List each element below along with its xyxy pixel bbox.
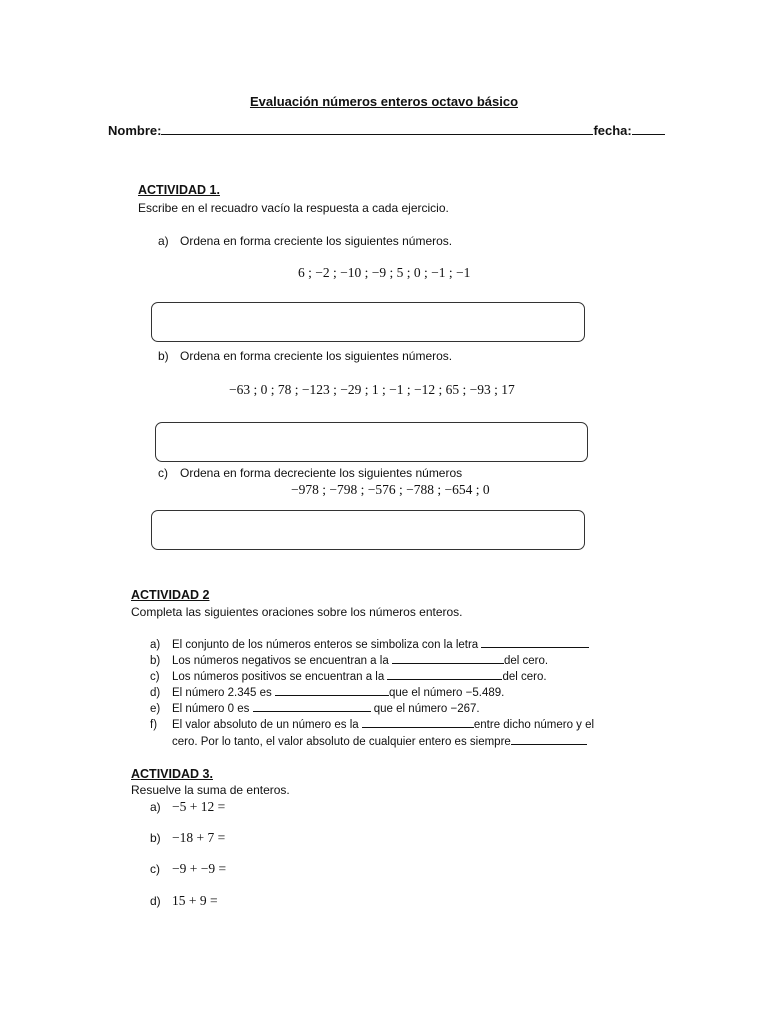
item-label: b) [158,349,169,363]
item-text: Ordena en forma creciente los siguientes números. [180,349,453,363]
sentence-end: del cero. [503,655,549,667]
page-title: Evaluación números enteros octavo básico [249,94,519,109]
blank-field[interactable] [387,670,502,680]
activity1-item-c [158,466,462,480]
sentence-start: Los números positivos se encuentran a la [172,671,385,683]
sum-item-b [150,829,225,847]
item-label: c) [150,862,160,876]
sentence-end: que el número −267. [373,703,480,715]
sentence-start: Los números negativos se encuentran a la [172,655,389,667]
item-label: e) [150,703,161,715]
activity3-heading: ACTIVIDAD 3. [131,767,213,781]
activity1-instruction: Escribe en el recuadro vacío la respuesta a cada ejercicio. [138,201,449,215]
item-label: b) [150,831,161,845]
blank-field[interactable] [392,654,504,664]
sum-expression: 15 + 9 = [172,893,218,908]
sentence-end: del cero. [502,671,547,683]
date-field[interactable] [632,124,665,135]
sentence-start: El conjunto de los números enteros se simboliza con la letra [172,639,479,651]
activity2-heading: ACTIVIDAD 2 [131,588,210,602]
name-label: Nombre: [108,123,162,138]
sum-expression: −18 + 7 = [172,830,226,845]
item-label: c) [150,671,160,683]
activity2-item-a [150,638,589,651]
sum-item-a [150,798,225,816]
activity1-item-b [158,349,452,363]
item-label: b) [150,655,161,667]
sentence-start: El valor absoluto de un número es la [172,719,359,731]
activity1-item-a [158,234,452,248]
activity2-item-c [150,670,547,683]
activity2-instruction: Completa las siguientes oraciones sobre los números enteros. [131,605,463,619]
item-text: Ordena en forma decreciente los siguientes números [180,466,463,480]
date-label: fecha: [593,123,632,138]
item-label: a) [150,639,161,651]
sum-item-d [150,892,218,910]
blank-field[interactable] [511,735,587,745]
sum-item-c [150,860,226,878]
blank-field[interactable] [275,686,389,696]
name-field[interactable] [161,124,593,135]
sentence-start: cero. Por lo tanto, el valor absoluto de cualquier entero es siempre [172,736,511,748]
answer-box-c[interactable] [151,510,585,550]
blank-field[interactable] [362,718,474,728]
answer-box-b[interactable] [155,422,588,462]
sentence-start: El número 0 es [172,703,250,715]
activity2-item-e [150,702,480,715]
activity2-item-f [150,718,594,731]
activity2-item-b [150,654,548,667]
sum-expression: −5 + 12 = [172,799,226,814]
sentence-end: que el número −5.489. [388,687,505,699]
item-label: d) [150,687,161,699]
sum-expression: −9 + −9 = [172,861,227,876]
item-text: Ordena en forma creciente los siguientes números. [180,234,453,248]
activity2-item-d [150,686,504,699]
item-label: d) [150,894,161,908]
item-label: a) [150,800,161,814]
item-label: c) [158,466,168,480]
activity1-heading: ACTIVIDAD 1. [138,183,220,197]
number-list-c: −978 ; −798 ; −576 ; −788 ; −654 ; 0 [291,482,490,497]
item-label: a) [158,234,169,248]
activity3-instruction: Resuelve la suma de enteros. [131,783,290,797]
number-list-b: −63 ; 0 ; 78 ; −123 ; −29 ; 1 ; −1 ; −12 ; 65 ; −93 ; 17 [229,382,515,397]
item-label: f) [150,719,158,731]
name-date-row [108,123,665,138]
number-list-a: 6 ; −2 ; −10 ; −9 ; 5 ; 0 ; −1 ; −1 [298,265,471,280]
activity2-item-f-continuation [172,735,587,748]
sentence-start: El número 2.345 es [172,687,272,699]
sentence-end: entre dicho número y el [473,719,595,731]
answer-box-a[interactable] [151,302,585,342]
blank-field[interactable] [253,702,371,712]
blank-field[interactable] [481,638,589,648]
